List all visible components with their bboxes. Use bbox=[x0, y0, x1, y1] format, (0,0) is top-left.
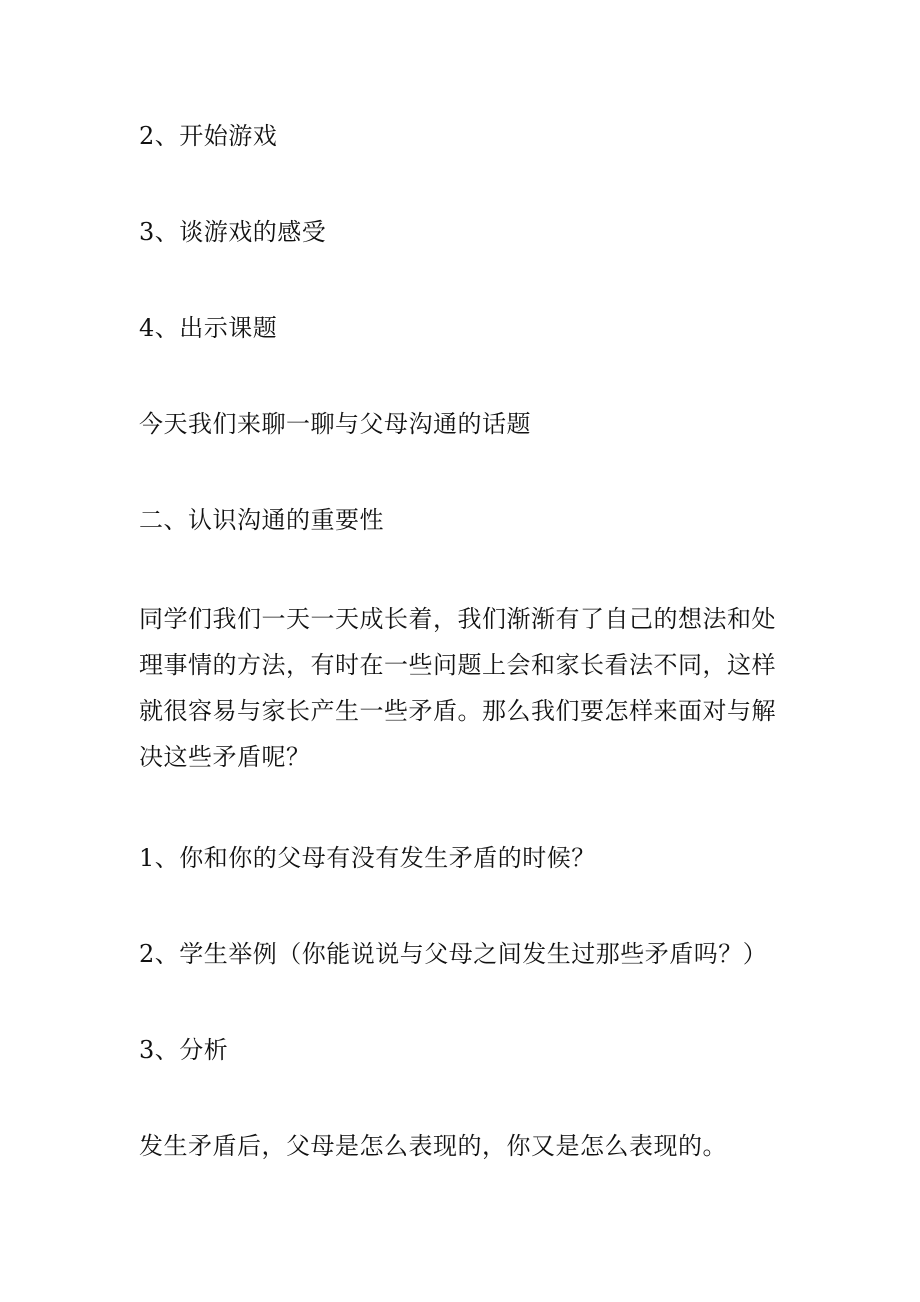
step-discuss-feelings: 3、谈游戏的感受 bbox=[139, 218, 327, 246]
step-analysis: 3、分析 bbox=[139, 1036, 229, 1064]
body-paragraph-growing-up: 同学们我们一天一天成长着，我们渐渐有了自己的想法和处理事情的方法，有时在一些问题上会和家长看法不同，这样就很容易与家长产生一些矛盾。那么我们要怎样来面对与解决这些矛盾呢？ bbox=[139, 605, 776, 771]
analysis-question: 发生矛盾后，父母是怎么表现的，你又是怎么表现的。 bbox=[139, 1132, 727, 1160]
topic-intro: 今天我们来聊一聊与父母沟通的话题 bbox=[139, 410, 531, 438]
section-heading-importance: 二、认识沟通的重要性 bbox=[139, 506, 384, 534]
step-show-topic: 4、出示课题 bbox=[139, 314, 278, 342]
question-conflicts: 1、你和你的父母有没有发生矛盾的时候？ bbox=[139, 844, 596, 872]
step-start-game: 2、开始游戏 bbox=[139, 122, 278, 150]
student-examples: 2、学生举例（你能说说与父母之间发生过那些矛盾吗？） bbox=[139, 940, 768, 968]
